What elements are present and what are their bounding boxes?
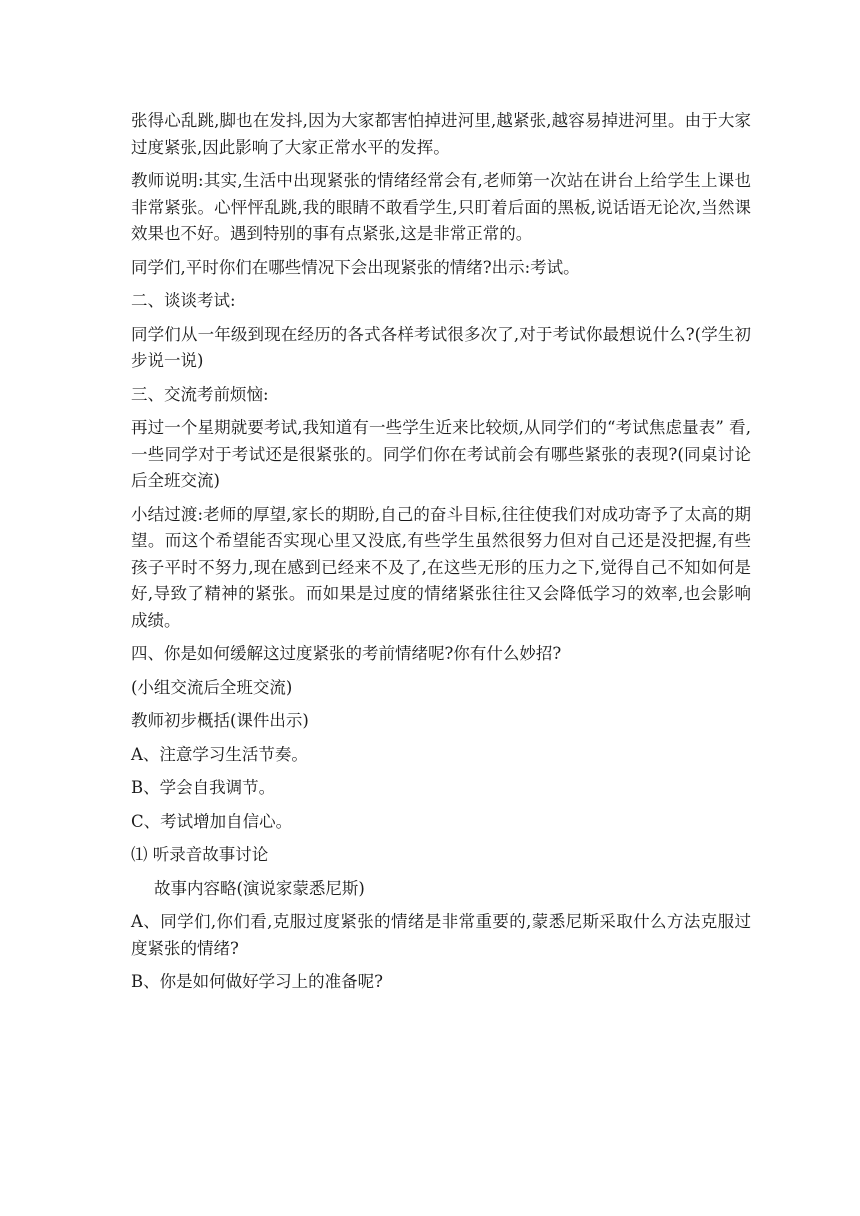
- section-heading-2: 二、谈谈考试:: [131, 291, 236, 310]
- question-b: B、你是如何做好学习上的准备呢?: [131, 972, 383, 991]
- list-item-b: B、学会自我调节。: [131, 778, 276, 797]
- paragraph-question-tension: 同学们,平时你们在哪些情况下会出现紧张的情绪?出示:考试。: [131, 257, 580, 277]
- paragraph-teacher-explanation: 教师说明:其实,生活中出现紧张的情绪经常会有,老师第一次站在讲台上给学生上课也非常紧张。心怦怦乱跳,我的眼睛不敢看学生,只盯着后面的黑板,说话语无论次,当然课效果也不好。遇到特别的事有点紧张,这是非常正常的。: [131, 171, 751, 243]
- paragraph-continuation: 张得心乱跳,脚也在发抖,因为大家都害怕掉进河里,越紧张,越容易掉进河里。由于大家过度紧张,因此影响了大家正常水平的发挥。: [131, 111, 751, 157]
- section-heading-3: 三、交流考前烦恼:: [131, 384, 269, 404]
- list-item-a: A、注意学习生活节奏。: [131, 744, 308, 764]
- paragraph-exam-discussion: 同学们从一年级到现在经历的各式各样考试很多次了,对于考试你最想说什么?(学生初步说一说): [131, 324, 751, 370]
- question-a: A、同学们,你们看,克服过度紧张的情绪是非常重要的,蒙悉尼斯采取什么方法克服过度紧张的情绪?: [131, 912, 751, 958]
- paragraph-summary-transition: 小结过渡:老师的厚望,家长的期盼,自己的奋斗目标,往往使我们对成功寄予了太高的期望。而这个希望能否实现心里又没底,有些学生虽然很努力但对自己还是没把握,有些孩子平时不努力,现在感到已经来不及了,在这些无形的压力之下,觉得自己不知如何是好,导致了精神的紧张。而如果是过度的情绪紧张往往又会降低学习的效率,也会影响成绩。: [131, 504, 751, 630]
- section-heading-4: 四、你是如何缓解这过度紧张的考前情绪呢?你有什么妙招?: [131, 644, 562, 663]
- paragraph-group-exchange: (小组交流后全班交流): [131, 677, 293, 697]
- paragraph-story-content: 故事内容略(演说家蒙悉尼斯): [154, 878, 365, 898]
- paragraph-exam-anxiety: 再过一个星期就要考试,我知道有一些学生近来比较烦,从同学们的“考试焦虑量表” 看,一些同学对于考试还是很紧张的。同学们你在考试前会有哪些紧张的表现?(同桌讨论后全班交流): [131, 418, 751, 490]
- paragraph-teacher-summary: 教师初步概括(课件出示): [131, 711, 309, 730]
- list-item-c: C、考试增加自信心。: [131, 811, 293, 831]
- numbered-item-1: ⑴ 听录音故事讨论: [131, 845, 269, 864]
- document-body: [131, 108, 751, 1003]
